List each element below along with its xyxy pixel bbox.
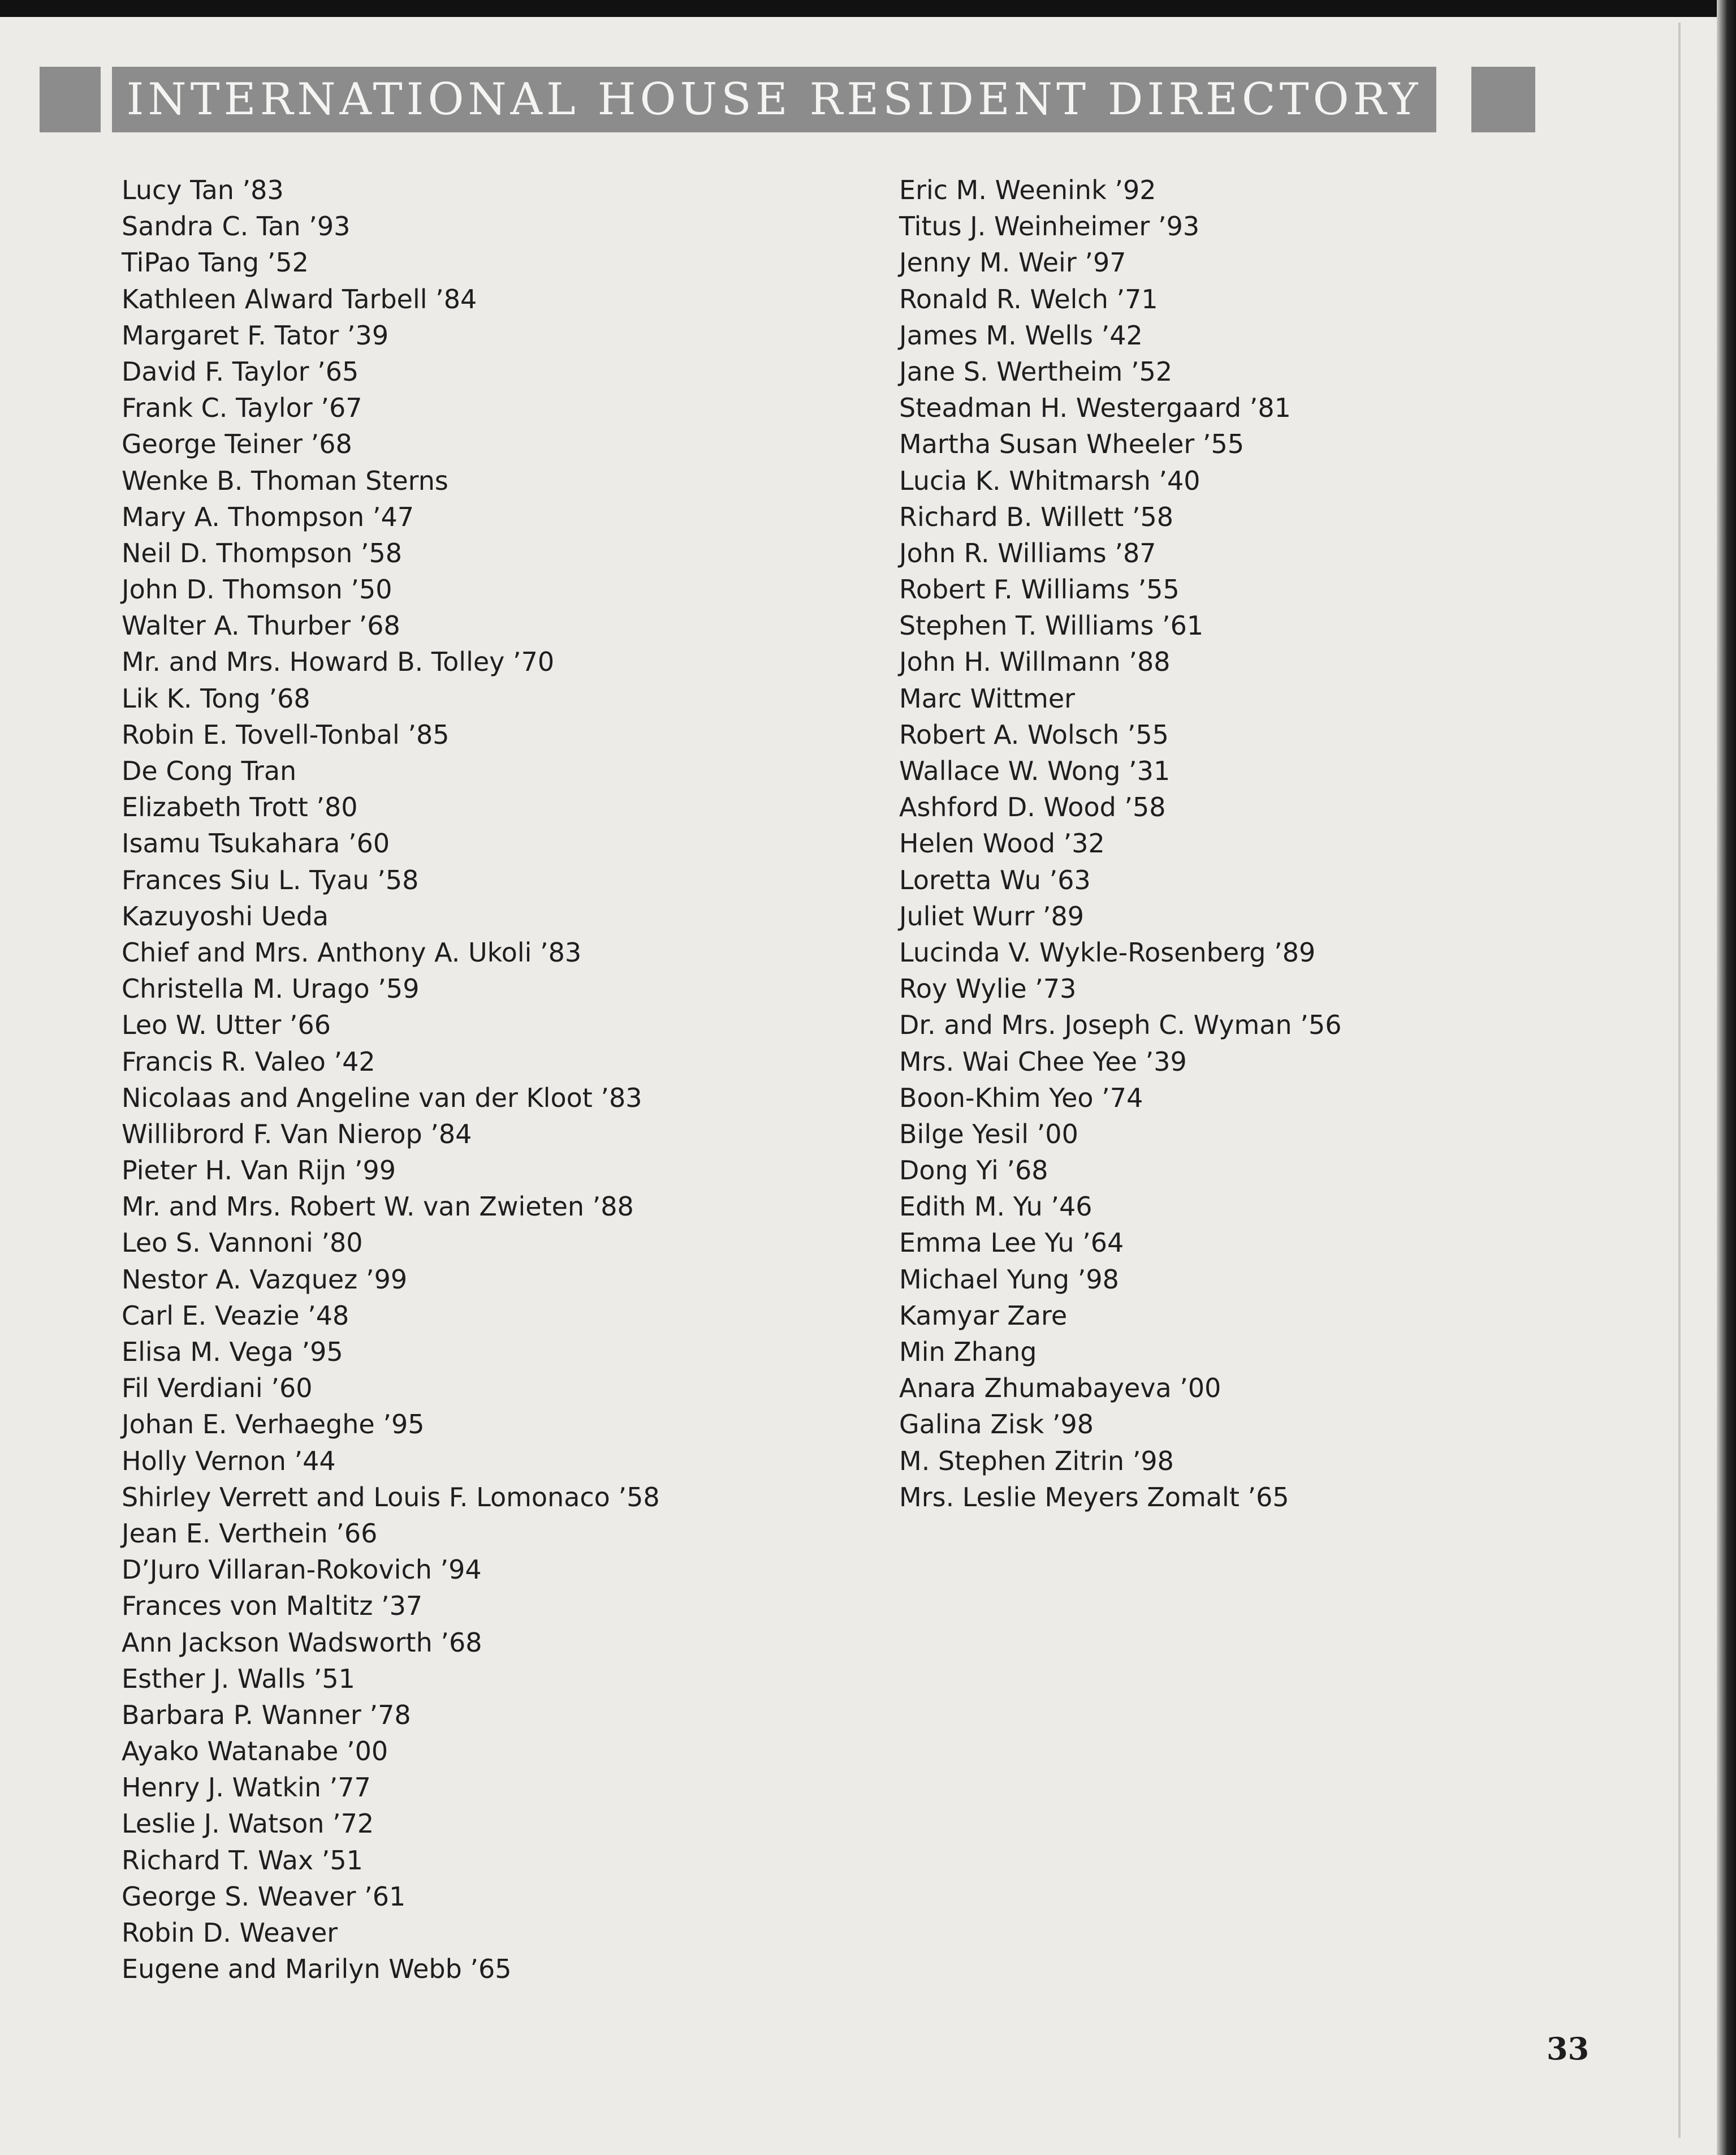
directory-entry: Lucia K. Whitmarsh ’40 <box>899 465 1200 496</box>
directory-entry: Ayako Watanabe ’00 <box>122 1736 388 1767</box>
directory-entry: De Cong Tran <box>122 756 297 786</box>
directory-entry: Anara Zhumabayeva ’00 <box>899 1373 1221 1404</box>
directory-entry: Helen Wood ’32 <box>899 828 1105 859</box>
page-number: 33 <box>1547 2031 1590 2067</box>
directory-entry: Jean E. Verthein ’66 <box>122 1518 378 1549</box>
directory-entry: Wallace W. Wong ’31 <box>899 756 1171 786</box>
directory-entry: Wenke B. Thoman Sterns <box>122 465 448 496</box>
page-edge <box>1678 23 1681 2138</box>
directory-entry: Lik K. Tong ’68 <box>122 683 310 714</box>
directory-entry: Neil D. Thompson ’58 <box>122 537 403 568</box>
directory-entry: Nicolaas and Angeline van der Kloot ’83 <box>122 1082 642 1113</box>
directory-entry: Leslie J. Watson ’72 <box>122 1808 374 1839</box>
directory-entry: Frances Siu L. Tyau ’58 <box>122 864 419 895</box>
directory-entry: Roy Wylie ’73 <box>899 973 1077 1005</box>
directory-entry: David F. Taylor ’65 <box>122 356 359 387</box>
directory-entry: Stephen T. Williams ’61 <box>899 610 1204 641</box>
directory-entry: Mary A. Thompson ’47 <box>122 501 414 532</box>
directory-entry: Eric M. Weenink ’92 <box>899 175 1156 205</box>
directory-entry: Shirley Verrett and Louis F. Lomonaco ’58 <box>122 1481 660 1512</box>
directory-entry: Esther J. Walls ’51 <box>122 1663 355 1694</box>
directory-entry: Walter A. Thurber ’68 <box>122 610 400 641</box>
directory-entry: Elizabeth Trott ’80 <box>122 792 358 823</box>
directory-entry: James M. Wells ’42 <box>899 320 1143 351</box>
directory-left-column <box>122 172 857 1987</box>
directory-entry: Pieter H. Van Rijn ’99 <box>122 1155 396 1186</box>
directory-entry: Michael Yung ’98 <box>899 1264 1119 1295</box>
directory-entry: Martha Susan Wheeler ’55 <box>899 429 1245 460</box>
directory-entry: John D. Thomson ’50 <box>122 574 392 605</box>
scan-border-right <box>1717 0 1736 2155</box>
directory-entry: John H. Willmann ’88 <box>899 646 1171 678</box>
directory-entry: Titus J. Weinheimer ’93 <box>899 211 1200 242</box>
directory-entry: George S. Weaver ’61 <box>122 1881 406 1912</box>
directory-entry: Richard B. Willett ’58 <box>899 501 1174 532</box>
directory-entry: Jane S. Wertheim ’52 <box>899 356 1173 387</box>
directory-entry: Margaret F. Tator ’39 <box>122 320 389 351</box>
directory-entry: Chief and Mrs. Anthony A. Ukoli ’83 <box>122 937 582 968</box>
directory-right-column <box>899 172 1634 1515</box>
directory-entry: Leo W. Utter ’66 <box>122 1010 331 1041</box>
directory-entry: Mr. and Mrs. Robert W. van Zwieten ’88 <box>122 1191 634 1222</box>
directory-entry: Elisa M. Vega ’95 <box>122 1337 343 1367</box>
directory-entry: Carl E. Veazie ’48 <box>122 1300 349 1331</box>
directory-entry: Henry J. Watkin ’77 <box>122 1772 371 1803</box>
page-title: INTERNATIONAL HOUSE RESIDENT DIRECTORY <box>126 74 1422 125</box>
directory-entry: Mrs. Leslie Meyers Zomalt ’65 <box>899 1481 1289 1512</box>
directory-entry: Isamu Tsukahara ’60 <box>122 828 390 859</box>
directory-entry: Fil Verdiani ’60 <box>122 1373 313 1404</box>
directory-entry: Min Zhang <box>899 1337 1037 1367</box>
directory-entry: TiPao Tang ’52 <box>122 247 309 278</box>
directory-entry: Loretta Wu ’63 <box>899 864 1091 895</box>
directory-entry: Holly Vernon ’44 <box>122 1445 336 1476</box>
scan-border-top <box>0 0 1736 17</box>
directory-entry: Kamyar Zare <box>899 1300 1068 1331</box>
directory-entry: D’Juro Villaran-Rokovich ’94 <box>122 1554 482 1585</box>
directory-entry: Galina Zisk ’98 <box>899 1409 1094 1440</box>
directory-entry: Mr. and Mrs. Howard B. Tolley ’70 <box>122 646 555 678</box>
directory-entry: Leo S. Vannoni ’80 <box>122 1227 363 1258</box>
banner-left-block <box>40 67 101 132</box>
header-banner <box>40 67 1535 132</box>
directory-entry: Dong Yi ’68 <box>899 1155 1048 1186</box>
directory-entry: John R. Williams ’87 <box>899 537 1156 568</box>
directory-entry: M. Stephen Zitrin ’98 <box>899 1445 1174 1476</box>
directory-entry: Christella M. Urago ’59 <box>122 973 420 1005</box>
banner-right-block <box>1471 67 1535 132</box>
directory-entry: George Teiner ’68 <box>122 429 352 460</box>
directory-entry: Juliet Wurr ’89 <box>899 900 1085 932</box>
directory-entry: Robert F. Williams ’55 <box>899 574 1180 605</box>
directory-entry: Marc Wittmer <box>899 683 1076 714</box>
directory-entry: Bilge Yesil ’00 <box>899 1118 1078 1149</box>
banner-title-bar <box>112 67 1436 132</box>
directory-entry: Steadman H. Westergaard ’81 <box>899 393 1291 424</box>
directory-entry: Kazuyoshi Ueda <box>122 900 329 932</box>
directory-entry: Barbara P. Wanner ’78 <box>122 1699 411 1730</box>
directory-entry: Mrs. Wai Chee Yee ’39 <box>899 1046 1187 1077</box>
directory-entry: Sandra C. Tan ’93 <box>122 211 351 242</box>
directory-entry: Jenny M. Weir ’97 <box>899 247 1126 278</box>
directory-entry: Emma Lee Yu ’64 <box>899 1227 1124 1258</box>
directory-entry: Boon-Khim Yeo ’74 <box>899 1082 1143 1113</box>
directory-entry: Edith M. Yu ’46 <box>899 1191 1092 1222</box>
directory-entry: Robin D. Weaver <box>122 1917 338 1948</box>
directory-entry: Robin E. Tovell-Tonbal ’85 <box>122 719 450 750</box>
directory-entry: Willibrord F. Van Nierop ’84 <box>122 1118 472 1149</box>
directory-entry: Nestor A. Vazquez ’99 <box>122 1264 408 1295</box>
directory-entry: Lucinda V. Wykle-Rosenberg ’89 <box>899 937 1316 968</box>
directory-entry: Ronald R. Welch ’71 <box>899 283 1158 314</box>
directory-entry: Ashford D. Wood ’58 <box>899 792 1166 823</box>
directory-entry: Robert A. Wolsch ’55 <box>899 719 1169 750</box>
directory-entry: Richard T. Wax ’51 <box>122 1844 363 1876</box>
directory-entry: Frank C. Taylor ’67 <box>122 393 362 424</box>
directory-entry: Lucy Tan ’83 <box>122 175 284 205</box>
directory-entry: Ann Jackson Wadsworth ’68 <box>122 1627 482 1658</box>
directory-entry: Frances von Maltitz ’37 <box>122 1591 423 1622</box>
directory-entry: Kathleen Alward Tarbell ’84 <box>122 283 477 314</box>
directory-entry: Francis R. Valeo ’42 <box>122 1046 375 1077</box>
directory-entry: Johan E. Verhaeghe ’95 <box>122 1409 425 1440</box>
directory-entry: Dr. and Mrs. Joseph C. Wyman ’56 <box>899 1010 1342 1041</box>
directory-entry: Eugene and Marilyn Webb ’65 <box>122 1954 512 1985</box>
